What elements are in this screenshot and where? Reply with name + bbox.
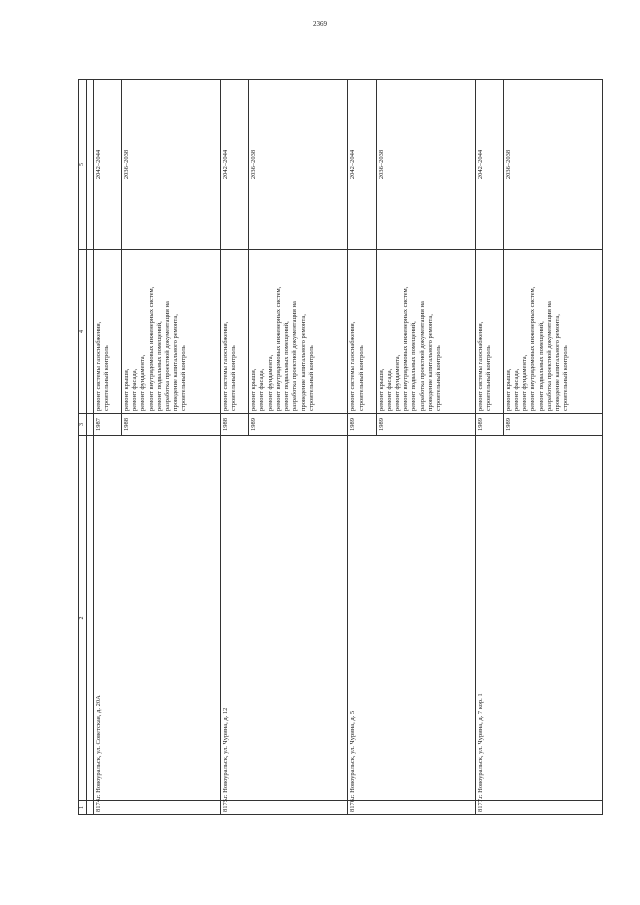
work-item: разработка проектной документации на — [545, 301, 553, 411]
year-cell: 1988 — [221, 414, 249, 436]
period-cell: 2042–2044 — [348, 80, 376, 250]
work-item: ремонт фундамента, — [139, 354, 147, 411]
period-cell: 2042–2044 — [475, 80, 503, 250]
address-cell: г. Новоуральск, ул. Советская, д. 20А — [94, 436, 221, 801]
work-item: ремонт системы газоснабжения, — [222, 321, 230, 411]
work-item: проведение капитального ремонта, — [299, 314, 307, 411]
row-number: 8174. — [94, 801, 221, 815]
column-header: 2 — [79, 436, 87, 801]
work-item: ремонт подвальных помещений, — [155, 321, 163, 411]
works-cell — [475, 250, 503, 414]
row-number: 8176. — [348, 801, 475, 815]
work-item: ремонт внутридомовых инженерных систем, — [529, 286, 537, 411]
period-cell: 2036–2038 — [376, 80, 475, 250]
works-cell — [503, 250, 602, 414]
work-item: разработка проектной документации на — [418, 301, 426, 411]
period-cell: 2042–2044 — [221, 80, 249, 250]
work-item: проведение капитального ремонта, — [172, 314, 180, 411]
work-item: ремонт подвальных помещений, — [410, 321, 418, 411]
work-item: строительный контроль — [307, 345, 315, 411]
work-item: ремонт фундамента, — [393, 354, 401, 411]
rotated-table-container — [78, 80, 603, 815]
work-item: ремонт фасада, — [258, 368, 266, 411]
work-item: проведение капитального ремонта, — [553, 314, 561, 411]
table-body — [94, 80, 603, 815]
work-item: ремонт фундамента, — [521, 354, 529, 411]
column-number-row — [79, 80, 87, 815]
work-item: разработка проектной документации на — [291, 301, 299, 411]
period-cell: 2042–2044 — [94, 80, 122, 250]
work-item: ремонт подвальных помещений, — [537, 321, 545, 411]
work-item: строительный контроль — [484, 345, 492, 411]
works-cell — [94, 250, 122, 414]
year-cell: 1987 — [94, 414, 122, 436]
work-item: ремонт системы газоснабжения, — [95, 321, 102, 411]
work-item: ремонт подвальных помещений, — [283, 321, 291, 411]
address-cell: г. Новоуральск, ул. Чурина, д. 12 — [221, 436, 348, 801]
address-cell: г. Новоуральск, ул. Чурина, д. 7 кор. 1 — [475, 436, 602, 801]
work-item: ремонт крыши, — [377, 368, 385, 411]
blank-row — [87, 80, 94, 815]
address-cell: г. Новоуральск, ул. Чурина, д. 5 — [348, 436, 475, 801]
work-item: строительный контроль — [180, 345, 188, 411]
work-item: ремонт крыши, — [504, 368, 512, 411]
year-cell: 1989 — [376, 414, 475, 436]
works-cell — [348, 250, 376, 414]
work-item: строительный контроль — [357, 345, 365, 411]
period-cell: 2036–2038 — [122, 80, 221, 250]
work-item: ремонт крыши, — [250, 368, 258, 411]
work-item: ремонт фундамента, — [266, 354, 274, 411]
row-number: 8177. — [475, 801, 602, 815]
column-header: 1 — [79, 801, 87, 815]
works-cell — [249, 250, 348, 414]
table-row — [94, 80, 122, 815]
work-item: строительный контроль — [434, 345, 442, 411]
period-cell: 2036–2038 — [249, 80, 348, 250]
column-header: 5 — [79, 80, 87, 250]
work-item: ремонт внутридомовых инженерных систем, — [147, 286, 155, 411]
work-item: ремонт фасада, — [131, 368, 139, 411]
column-header: 4 — [79, 250, 87, 414]
column-header: 3 — [79, 414, 87, 436]
work-item: ремонт крыши, — [123, 368, 131, 411]
year-cell: 1989 — [249, 414, 348, 436]
work-item: ремонт внутридомовых инженерных систем, — [274, 286, 282, 411]
work-item: ремонт системы газоснабжения, — [349, 321, 357, 411]
work-item: строительный контроль — [230, 345, 238, 411]
repair-schedule-table — [78, 79, 603, 815]
table-row — [475, 80, 503, 815]
table-row — [348, 80, 376, 815]
year-cell: 1989 — [348, 414, 376, 436]
work-item: проведение капитального ремонта, — [426, 314, 434, 411]
works-cell — [376, 250, 475, 414]
year-cell: 1988 — [122, 414, 221, 436]
work-item: ремонт фасада, — [512, 368, 520, 411]
table-row — [221, 80, 249, 815]
year-cell: 1989 — [475, 414, 503, 436]
row-number: 8175. — [221, 801, 348, 815]
works-cell — [221, 250, 249, 414]
table-sheet — [78, 80, 603, 815]
work-item: строительный контроль — [562, 345, 570, 411]
works-cell — [122, 250, 221, 414]
work-item: ремонт системы газоснабжения, — [476, 321, 484, 411]
period-cell: 2036–2038 — [503, 80, 602, 250]
work-item: ремонт фасада, — [385, 368, 393, 411]
page-number: 2369 — [313, 20, 327, 28]
year-cell: 1989 — [503, 414, 602, 436]
work-item: ремонт внутридомовых инженерных систем, — [402, 286, 410, 411]
work-item: строительный контроль — [103, 345, 111, 411]
work-item: разработка проектной документации на — [164, 301, 172, 411]
